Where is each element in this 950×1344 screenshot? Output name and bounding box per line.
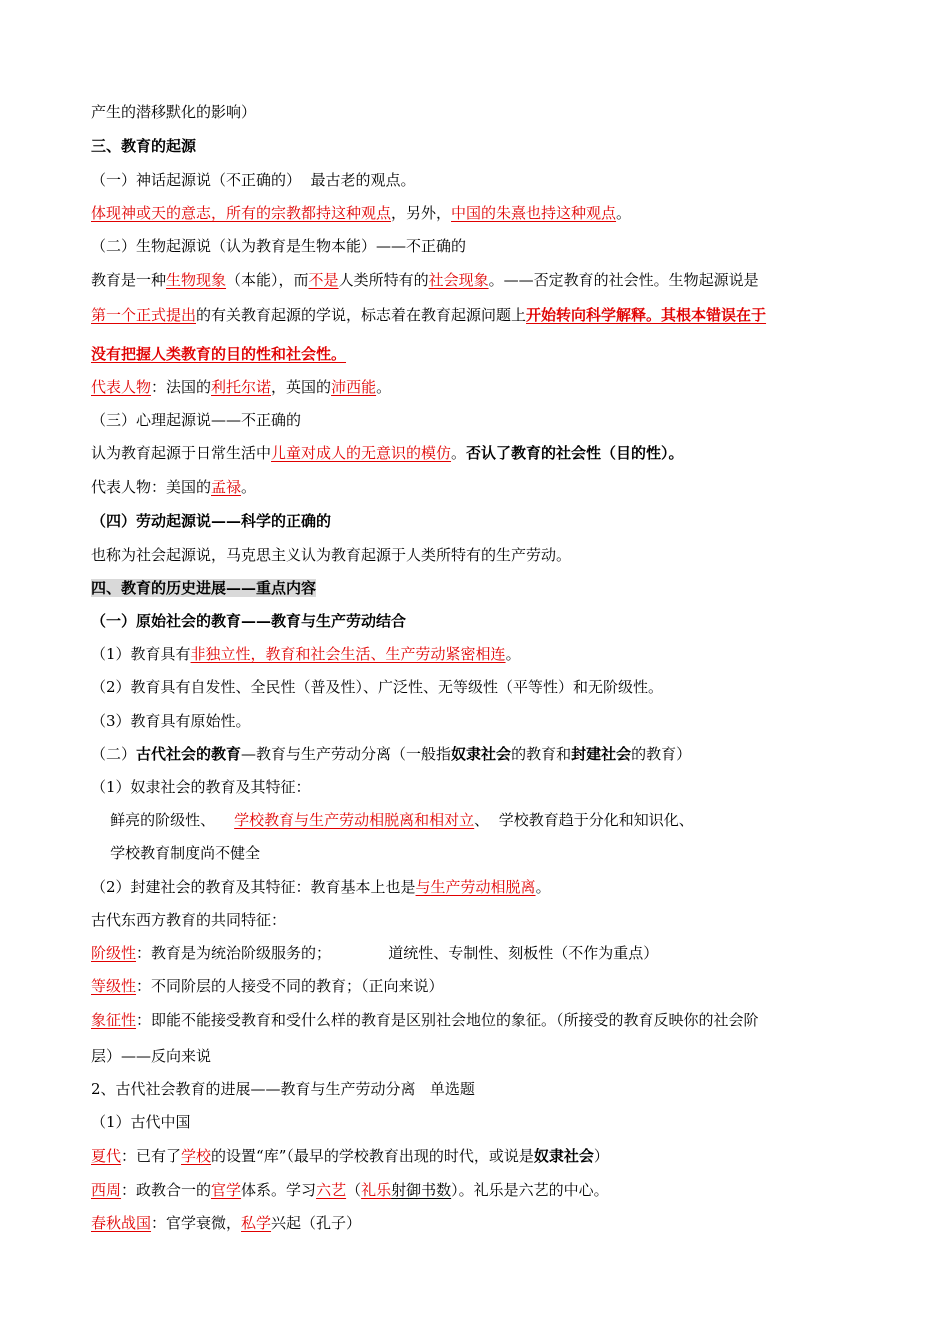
text-segment: 产生的潜移默化的影响）	[91, 103, 257, 121]
text-segment: 。	[451, 444, 467, 462]
text-segment: ：教育是为统治阶级服务的； 道统性、专制性、刻板性（不作为重点）	[136, 944, 659, 962]
text-segment: 的教育）	[631, 745, 692, 763]
text-segment: 。	[376, 378, 392, 396]
highlighted-term: 生物现象	[166, 271, 227, 289]
text-segment: 的设置“库”（最早的学校教育出现的时代，或说是	[211, 1147, 534, 1165]
text-line	[91, 644, 871, 664]
highlighted-term: 不是	[308, 271, 339, 289]
text-line	[91, 377, 871, 397]
text-segment: （二）	[91, 745, 137, 763]
text-segment: 层）——反向来说	[91, 1047, 212, 1065]
text-line	[91, 203, 871, 223]
text-segment: 学校教育制度尚不健全	[91, 844, 261, 862]
text-segment: 。	[505, 645, 521, 663]
highlighted-term: 官学	[211, 1181, 242, 1199]
text-segment: （2）封建社会的教育及其特征：教育基本上也是	[91, 878, 416, 896]
text-line	[91, 777, 871, 797]
highlighted-term: 开始转向科学解释。其根本错误在于	[526, 306, 767, 324]
text-segment: ）	[593, 1147, 609, 1165]
text-segment: 兴起（孔子）	[271, 1214, 362, 1232]
text-line	[91, 1046, 871, 1066]
text-segment: 。	[241, 478, 257, 496]
highlighted-term: 孟禄	[211, 478, 242, 496]
highlighted-term: 儿童对成人的无意识的模仿	[271, 444, 452, 462]
text-segment: （1）奴隶社会的教育及其特征：	[91, 778, 311, 796]
text-line	[91, 270, 871, 290]
highlighted-term: 等级性	[91, 977, 137, 995]
text-segment: 体系。学习	[241, 1181, 317, 1199]
text-segment: 三、教育的起源	[91, 137, 197, 155]
text-segment: （四）劳动起源说——科学的正确的	[91, 512, 332, 530]
highlighted-term: 非独立性，教育和社会生活、生产劳动紧密相连	[190, 645, 506, 663]
text-segment: ：已有了	[121, 1147, 182, 1165]
text-segment: ，另外，	[391, 204, 452, 222]
text-segment: （三）心理起源说——不正确的	[91, 411, 302, 429]
highlighted-term: 社会现象	[428, 271, 489, 289]
text-segment: （一）神话起源说（不正确的） 最古老的观点。	[91, 171, 416, 189]
text-line	[91, 677, 871, 697]
highlighted-term: 礼乐	[361, 1181, 392, 1199]
text-segment: ：官学衰微，	[151, 1214, 242, 1232]
highlighted-term: 象征性	[91, 1011, 137, 1029]
text-line	[91, 578, 871, 598]
text-line	[91, 344, 871, 364]
text-line	[91, 443, 871, 463]
text-line	[91, 511, 871, 531]
text-segment: （本能），而	[226, 271, 309, 289]
text-segment: 、 学校教育趋于分化和知识化、	[474, 811, 694, 829]
text-segment: （2）教育具有自发性、全民性（普及性）、广泛性、无等级性（平等性）和无阶级性。	[91, 678, 664, 696]
text-line	[91, 810, 871, 830]
text-segment: 否认了教育的社会性（目的性）。	[466, 444, 684, 462]
text-segment: （1）教育具有	[91, 645, 191, 663]
text-segment: （1）古代中国	[91, 1113, 191, 1131]
text-segment: 认为教育起源于日常生活中	[91, 444, 272, 462]
text-line	[91, 477, 871, 497]
text-segment: 。	[535, 878, 551, 896]
text-segment: 2、古代社会教育的进展——教育与生产劳动分离 单选题	[91, 1080, 475, 1098]
text-segment: （一）原始社会的教育——教育与生产劳动结合	[91, 612, 407, 630]
text-line	[91, 611, 871, 631]
text-line	[91, 877, 871, 897]
highlighted-term: 西周	[91, 1181, 122, 1199]
text-line	[91, 943, 871, 963]
text-line	[91, 1079, 871, 1099]
text-line	[91, 910, 871, 930]
text-line	[91, 976, 871, 996]
text-segment: 。	[616, 204, 632, 222]
text-line	[91, 545, 871, 565]
text-segment: —教育与生产劳动分离（一般指	[241, 745, 452, 763]
highlighted-term: 阶级性	[91, 944, 137, 962]
text-line	[91, 1010, 871, 1030]
highlighted-term: 与生产劳动相脱离	[415, 878, 536, 896]
highlighted-term: 私学	[241, 1214, 272, 1232]
text-line	[91, 1112, 871, 1132]
highlighted-term: 体现神或天的意志，所有的宗教都持这种观点	[91, 204, 392, 222]
text-segment: 四、教育的历史进展——重点内容	[91, 579, 317, 597]
text-segment: 奴隶社会	[451, 745, 512, 763]
text-segment: 教育是一种	[91, 271, 167, 289]
text-segment: （二）生物起源说（认为教育是生物本能）——不正确的	[91, 237, 467, 255]
text-segment: 的有关教育起源的学说，标志着在教育起源问题上	[196, 306, 527, 324]
text-line	[91, 170, 871, 190]
text-segment: 鲜亮的阶级性、	[91, 811, 235, 829]
highlighted-term: 没有把握人类教育的目的性和社会性。	[91, 345, 347, 363]
text-segment: 代表人物：美国的	[91, 478, 212, 496]
text-line	[91, 136, 871, 156]
highlighted-term: 六艺	[316, 1181, 347, 1199]
highlighted-term: 中国的朱熹也持这种观点	[451, 204, 617, 222]
highlighted-term: 利托尔诺	[211, 378, 272, 396]
text-line	[91, 1146, 871, 1166]
highlighted-term: 学校教育与生产劳动相脱离和相对立	[234, 811, 475, 829]
text-segment: 。——否定教育的社会性。生物起源说是	[488, 271, 759, 289]
text-line	[91, 1180, 871, 1200]
text-line	[91, 744, 871, 764]
text-segment: 古代东西方教育的共同特征：	[91, 911, 287, 929]
text-line	[91, 102, 871, 122]
highlighted-term: 学校	[181, 1147, 212, 1165]
text-line	[91, 236, 871, 256]
text-segment: 射御书数	[391, 1181, 452, 1199]
text-segment: ：即能不能接受教育和受什么样的教育是区别社会地位的象征。（所接受的教育反映你的社会阶	[136, 1011, 759, 1029]
text-segment: 古代社会的教育	[136, 745, 242, 763]
text-segment: ：政教合一的	[121, 1181, 212, 1199]
text-segment: 人类所特有的	[338, 271, 429, 289]
highlighted-term: 夏代	[91, 1147, 122, 1165]
text-segment: 的教育和	[511, 745, 572, 763]
text-segment: （3）教育具有原始性。	[91, 712, 251, 730]
highlighted-term: 代表人物	[91, 378, 152, 396]
text-segment: ：不同阶层的人接受不同的教育；（正向来说）	[136, 977, 444, 995]
text-line	[91, 410, 871, 430]
highlighted-term: 沛西能	[331, 378, 377, 396]
text-segment: 也称为社会起源说，马克思主义认为教育起源于人类所特有的生产劳动。	[91, 546, 572, 564]
highlighted-term: 春秋战国	[91, 1214, 152, 1232]
text-segment: 封建社会	[571, 745, 632, 763]
text-line	[91, 1213, 871, 1233]
text-line	[91, 305, 871, 325]
text-segment: ：法国的	[151, 378, 212, 396]
text-segment: 奴隶社会	[533, 1147, 594, 1165]
text-segment: （	[346, 1181, 362, 1199]
text-line	[91, 711, 871, 731]
highlighted-term: 第一个正式提出	[91, 306, 197, 324]
text-segment: ）。礼乐是六艺的中心。	[451, 1181, 609, 1199]
text-line	[91, 843, 871, 863]
text-segment: ，英国的	[271, 378, 332, 396]
